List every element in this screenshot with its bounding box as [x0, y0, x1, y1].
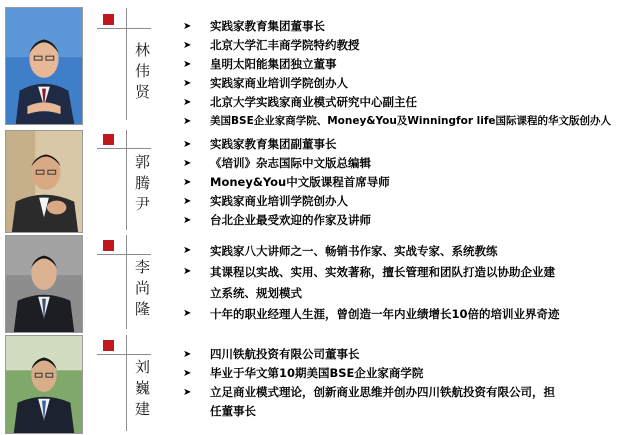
bullet-item: ➤ 北京大学汇丰商学院特约教授: [183, 36, 611, 55]
profile-name-4: [133, 357, 153, 420]
vertical-rule-4: [126, 335, 127, 431]
vertical-rule-2: [126, 130, 127, 230]
horizontal-rule-3: [97, 254, 151, 255]
profile-photo-1: [5, 7, 83, 125]
name-char: 腾: [134, 174, 151, 192]
name-char: 尚: [134, 279, 151, 297]
horizontal-rule-4: [97, 354, 151, 355]
arrow-bullet-icon: ➤: [183, 40, 192, 51]
bullet-item: ➤ 毕业于华文第10期美国BSE企业家商学院: [183, 364, 555, 383]
arrow-bullet-icon: ➤: [183, 158, 192, 169]
name-char: 隆: [134, 300, 151, 318]
bullet-item: ➤ 皇明太阳能集团独立董事: [183, 55, 611, 74]
profile-bullets-2: [183, 135, 390, 230]
red-square-marker-3: [103, 240, 114, 251]
profile-photo-4: [5, 335, 83, 434]
arrow-bullet-icon: ➤: [183, 97, 192, 108]
arrow-bullet-icon: ➤: [183, 349, 192, 360]
arrow-bullet-icon: ➤: [183, 215, 192, 226]
arrow-bullet-icon: ➤: [183, 177, 192, 188]
bullet-item: ➤ 实践家教育集团副董事长: [183, 135, 390, 154]
name-char: 贤: [134, 83, 151, 101]
bullet-item: ➤ 美国BSE企业家商学院、Money&You及Winningfor life国际课程的华文版创办人: [183, 112, 611, 131]
name-char: 李: [134, 258, 151, 276]
name-char: 郭: [134, 153, 151, 171]
bullet-item: ➤ 实践家教育集团董事长: [183, 17, 611, 36]
bullet-item: ➤ Money&You中文版课程首席导师: [183, 173, 390, 192]
profile-bullets-4: [183, 345, 555, 421]
profile-section-1: [0, 0, 633, 130]
horizontal-rule-2: [97, 148, 151, 149]
bullet-item: ➤ 《培训》杂志国际中文版总编辑: [183, 154, 390, 173]
profile-photo-3: [5, 235, 83, 333]
red-square-marker-1: [103, 14, 114, 25]
arrow-bullet-icon: ➤: [183, 196, 192, 207]
name-char: 伟: [134, 62, 151, 80]
profile-photo-2: [5, 130, 83, 233]
profile-name-2: [133, 152, 153, 215]
arrow-bullet-icon: ➤: [183, 245, 192, 256]
bullet-item: ➤ 实践家八大讲师之一、畅销书作家、实战专家、系统教练: [183, 241, 560, 262]
bullet-item: ➤ 四川铁航投资有限公司董事长: [183, 345, 555, 364]
name-char: 林: [134, 41, 151, 59]
profile-bullets-3: [183, 241, 560, 325]
vertical-rule-1: [126, 8, 127, 120]
arrow-bullet-icon: ➤: [183, 21, 192, 32]
profile-section-2: [0, 130, 633, 235]
vertical-rule-3: [126, 235, 127, 329]
profile-section-4: [0, 335, 633, 435]
name-char: 建: [134, 400, 151, 418]
profile-section-3: [0, 235, 633, 335]
arrow-bullet-icon: ➤: [183, 368, 192, 379]
bullet-item: ➤ 十年的职业经理人生涯，曾创造一年内业绩增长10倍的培训业界奇迹: [183, 304, 560, 325]
arrow-bullet-icon: ➤: [183, 59, 192, 70]
bullet-item: ➤ 实践家商业培训学院创办人: [183, 74, 611, 93]
horizontal-rule-1: [97, 28, 151, 29]
bullet-item: ➤ 其课程以实战、实用、实效著称，擅长管理和团队打造以协助企业建: [183, 262, 560, 283]
bullet-continuation: 任董事长: [210, 404, 256, 418]
bullet-item: ➤ 台北企业最受欢迎的作家及讲师: [183, 211, 390, 230]
arrow-bullet-icon: ➤: [183, 78, 192, 89]
name-char: 刘: [134, 358, 151, 376]
arrow-bullet-icon: ➤: [183, 139, 192, 150]
arrow-bullet-icon: ➤: [183, 116, 192, 127]
bullet-item: ➤ 北京大学实践家商业模式研究中心副主任: [183, 93, 611, 112]
bullet-item: ➤ 实践家商业培训学院创办人: [183, 192, 390, 211]
bullet-continuation: 立系统、规划模式: [210, 286, 302, 300]
bullet-item: ➤ 立足商业模式理论，创新商业思维并创办四川铁航投资有限公司，担: [183, 383, 555, 402]
red-square-marker-4: [103, 340, 114, 351]
name-char: 尹: [134, 195, 151, 213]
profile-name-1: [133, 40, 153, 103]
profile-bullets-1: [183, 17, 611, 131]
name-char: 巍: [134, 379, 151, 397]
arrow-bullet-icon: ➤: [183, 266, 192, 277]
arrow-bullet-icon: ➤: [183, 387, 192, 398]
red-square-marker-2: [103, 134, 114, 145]
arrow-bullet-icon: ➤: [183, 308, 192, 319]
profile-name-3: [133, 257, 153, 320]
